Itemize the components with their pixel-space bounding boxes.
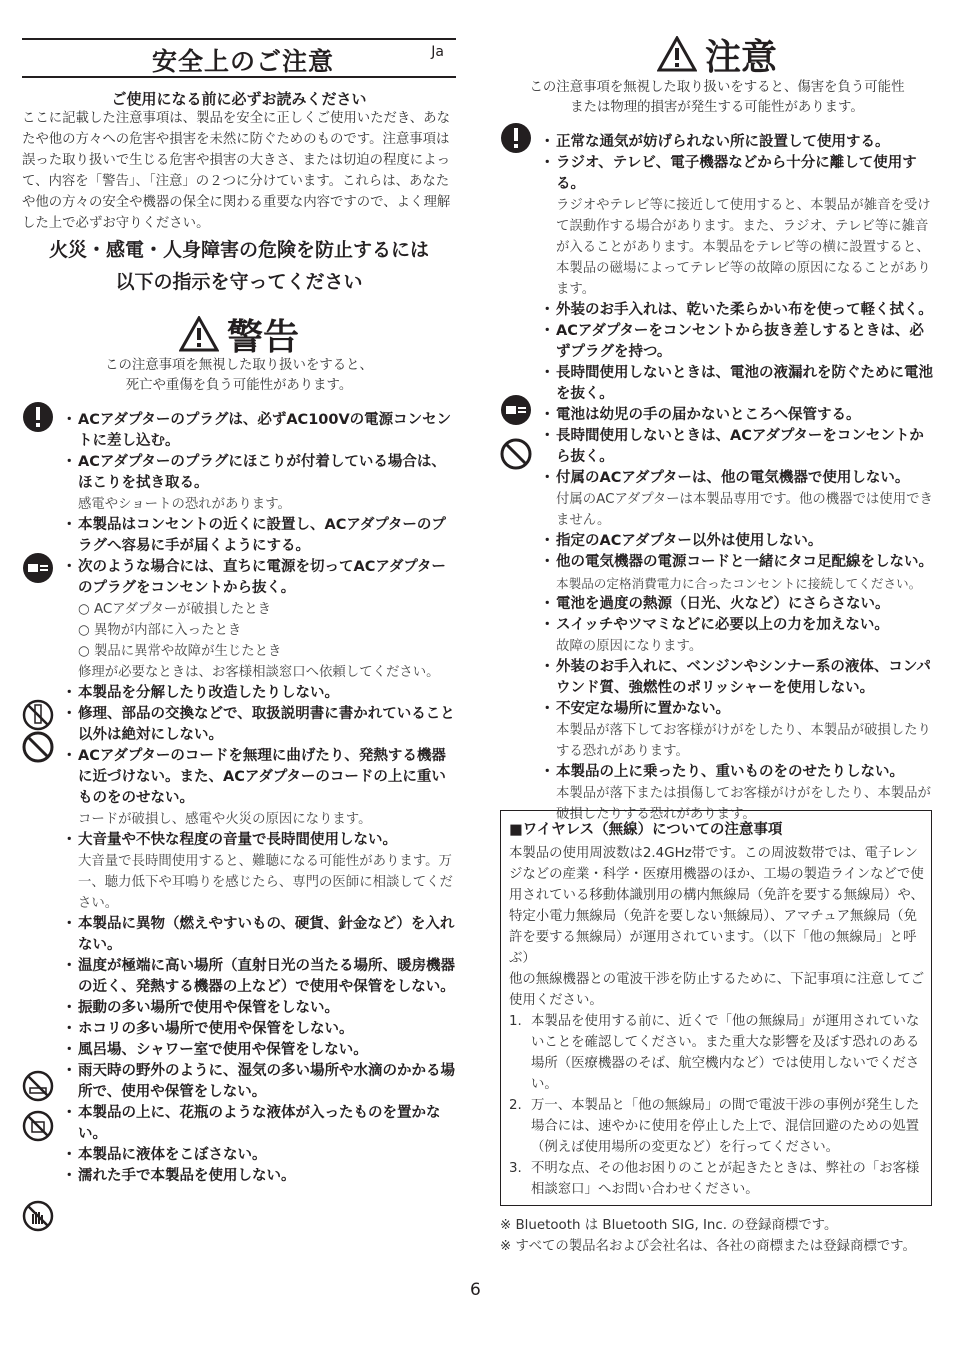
list-note: 感電やショートの恐れがあります。 [78, 497, 291, 512]
list-item: ・ 大音量や不快な程度の音量で長時間使用しない。 [22, 830, 456, 851]
list-note: 本製品の定格消費電力に合ったコンセントに接続してください。 [556, 576, 922, 591]
list-item: ・ 本製品の上に、花瓶のような液体が入ったものを置かない。 [22, 1103, 456, 1145]
list-item: ・ ホコリの多い場所で使用や保管をしない。 [22, 1019, 456, 1040]
list-item: ・ 本製品を分解したり改造したりしない。 [22, 683, 456, 704]
caution-note-line2: または物理的損害が発生する可能性があります。 [570, 100, 864, 115]
no-wet-hands-icon [22, 1200, 54, 1232]
caution-note-line1: この注意事項を無視した取り扱いをすると、傷害を負う可能性 [529, 80, 905, 95]
list-item: ・ ACアダプターのプラグは、必ずAC100Vの電源コンセントに差し込む。 [22, 410, 456, 452]
list-note: 本製品が落下してお客様がけがをしたり、本製品が破損したりする恐れがあります。 [556, 723, 931, 759]
item-text: 万一、本製品と「他の無線局」の間で電波干渉の事例が発生した場合には、速やかに使用を停止した上で、混信回避のための処置（例えば使用場所の変更など）を行ってください。 [531, 1098, 920, 1155]
warning-heading [22, 312, 456, 356]
headline-line2: 以下の指示を守ってください [115, 271, 363, 293]
caution-note [500, 78, 934, 118]
list-item: ・ 不安定な場所に置かない。 [500, 699, 934, 720]
list-item: ・ 本製品に液体をこぼさない。 [22, 1145, 456, 1166]
wireless-body [509, 843, 927, 1200]
list-item: ・ 温度が極端に高い場所（直射日光の当たる場所、暖房機器の近く、発熱する機器の上など）で使用や保管をしない。 [22, 956, 456, 998]
wireless-list-item [509, 1011, 927, 1095]
list-item: ・ 電池は幼児の手の届かないところへ保管する。 [500, 405, 934, 426]
list-note: 本製品が落下または損傷してお客様がけがをしたり、本製品が破損したりする恐れがあります。 [556, 786, 931, 822]
list-item: ・ 修理、部品の交換などで、取扱説明書に書かれていること以外は絶対にしない。 [22, 704, 456, 746]
item-text: 不明な点、その他お困りのことが起きたときは、弊社の「お客様相談窓口」へお問い合わせください。 [531, 1161, 920, 1197]
warning-note-line1: この注意事項を無視した取り扱いをすると、 [105, 358, 373, 373]
caution-heading [500, 30, 934, 78]
warning-note [22, 356, 456, 396]
warning-note-line2: 死亡や重傷を負う可能性があります。 [125, 378, 353, 393]
list-item: ・ スイッチやツマミなどに必要以上の力を加えない。 [500, 615, 934, 636]
footnote: ※ Bluetooth は Bluetooth SIG, Inc. の登録商標です。 [500, 1218, 838, 1233]
title-bar [22, 38, 456, 78]
wireless-list [509, 1011, 927, 1200]
list-item: ・ ACアダプターのコードを無理に曲げたり、発熱する機器に近づけない。また、ACアダプターのコードの上に重いものをのせない。 [22, 746, 456, 809]
language-label: Ja [431, 44, 444, 60]
page-title: 安全上のご注意 [152, 47, 335, 76]
warning-list [22, 410, 456, 1187]
list-item: ・ ACアダプターのプラグにほこりが付着している場合は、ほこりを拭き取る。 [22, 452, 456, 494]
item-number: 1. [509, 1014, 522, 1029]
list-item: ・ 外装のお手入れは、乾いた柔らかい布を使って軽く拭く。 [500, 300, 934, 321]
list-item: ・ 濡れた手で本製品を使用しない。 [22, 1166, 456, 1187]
intro-text: ここに記載した注意事項は、製品を安全に正しくご使用いただき、あなたや他の方々への危害や損害を未然に防ぐためのものです。注意事項は誤った取り扱いで生じる危害や損害の大きさ、または切迫の程度によって、内容を「警告」、「注意」の２つに分けています。これらは、あなたや他の方々の安全や機器の保全に関わる重要な内容ですので、よく理解した上で必ずお守りください。 [22, 111, 451, 231]
list-item: ・ 雨天時の野外のように、湿気の多い場所や水滴のかかる場所で、使用や保管をしない。 [22, 1061, 456, 1103]
list-item: ・ 本製品の上に乗ったり、重いものをのせたりしない。 [500, 762, 934, 783]
wireless-paragraph-2: 他の無線機器との電波干渉を防止するために、下記事項に注意してご使用ください。 [509, 972, 925, 1008]
wireless-paragraph-1: 本製品の使用周波数は2.4GHz帯です。この周波数帯では、電子レンジなどの産業・科学・医療用機器のほか、工場の製造ラインなどで使用されている移動体識別用の構内無線局（免許を要する無線局）や、特定小電力無線局（免許を要しない無線局）、アマチュア無線局（免許を要する無線局）が運用されています。（以下「他の無線局」と呼ぶ） [509, 846, 924, 966]
list-item: ・ 指定のACアダプター以外は使用しない。 [500, 531, 934, 552]
list-item: ・ 付属のACアダプターは、他の電気機器で使用しない。 [500, 468, 934, 489]
list-subitem: ○ ACアダプターが破損したとき [78, 602, 272, 617]
item-text: 本製品を使用する前に、近くで「他の無線局」が運用されていないことを確認してください。また重大な影響を及ぼす恐れのある場所（医療機器のそば、航空機内など）では使用しないでください。 [531, 1014, 920, 1092]
read-before-use: ご使用になる前に必ずお読みください [111, 90, 367, 108]
list-item: ・ 電池を過度の熱源（日光、火など）にさらさない。 [500, 594, 934, 615]
list-item: ・ 本製品に異物（燃えやすいもの、硬貨、針金など）を入れない。 [22, 914, 456, 956]
list-note: ラジオやテレビ等に接近して使用すると、本製品が雑音を受けて誤動作する場合があります。また、ラジオ、テレビ等に雑音が入ることがあります。本製品をテレビ等の横に設置すると、本製品の磁場によってテレビ等の故障の原因になることがあります。 [556, 198, 931, 297]
list-item: ・ 外装のお手入れに、ベンジンやシンナー系の液体、コンパウンド質、強燃性のポリッシャーを使用しない。 [500, 657, 934, 699]
list-item: ・ 長時間使用しないときは、ACアダプターをコンセントから抜く。 [500, 426, 934, 468]
caution-list [500, 132, 934, 825]
page-number: 6 [470, 1280, 481, 1300]
footnote: ※ すべての製品名および会社名は、各社の商標または登録商標です。 [500, 1239, 916, 1254]
list-item: ・ ACアダプターをコンセントから抜き差しするときは、必ずプラグを持つ。 [500, 321, 934, 363]
list-item: ・ 本製品はコンセントの近くに設置し、ACアダプターのプラグへ容易に手が届くようにする。 [22, 515, 456, 557]
footnotes [500, 1215, 934, 1257]
wireless-list-item [509, 1095, 927, 1158]
list-item: ・ ラジオ、テレビ、電子機器などから十分に離して使用する。 [500, 153, 934, 195]
headline-line1: 火災・感電・人身障害の危険を防止するには [48, 239, 429, 261]
warning-triangle-icon [179, 316, 219, 352]
wireless-list-item [509, 1158, 927, 1200]
list-note: 大音量で長時間使用すると、難聴になる可能性があります。万一、聴力低下や耳鳴りを感じたら、専門の医師に相談してください。 [78, 854, 453, 911]
item-number: 3. [509, 1161, 522, 1176]
list-subitem: ○ 製品に異常や故障が生じたとき [78, 644, 282, 659]
list-note: 故障の原因になります。 [556, 639, 703, 654]
list-item: ・ 振動の多い場所で使用や保管をしない。 [22, 998, 456, 1019]
item-number: 2. [509, 1098, 522, 1113]
list-item: ・ 正常な通気が妨げられない所に設置して使用する。 [500, 132, 934, 153]
list-subitem: ○ 異物が内部に入ったとき [78, 623, 242, 638]
list-note: 付属のACアダプターは本製品専用です。他の機器では使用できません。 [556, 492, 933, 528]
wireless-heading: ■ワイヤレス（無線）についての注意事項 [509, 822, 783, 838]
caution-title: 注意 [704, 36, 777, 78]
list-item: ・ 他の電気機器の電源コードと一緒にタコ足配線をしない。 [500, 552, 934, 573]
wireless-notice-box [500, 810, 932, 1206]
caution-triangle-icon [657, 36, 697, 72]
list-item: ・ 次のような場合には、直ちに電源を切ってACアダプターのプラグをコンセントから抜く。 [22, 557, 456, 599]
warning-title: 警告 [226, 316, 299, 358]
list-item: ・ 風呂場、シャワー室で使用や保管をしない。 [22, 1040, 456, 1061]
list-note: 修理が必要なときは、お客様相談窓口へ依頼してください。 [78, 665, 440, 680]
list-item: ・ 長時間使用しないときは、電池の液漏れを防ぐために電池を抜く。 [500, 363, 934, 405]
list-note: コードが破損し、感電や火災の原因になります。 [78, 812, 372, 827]
